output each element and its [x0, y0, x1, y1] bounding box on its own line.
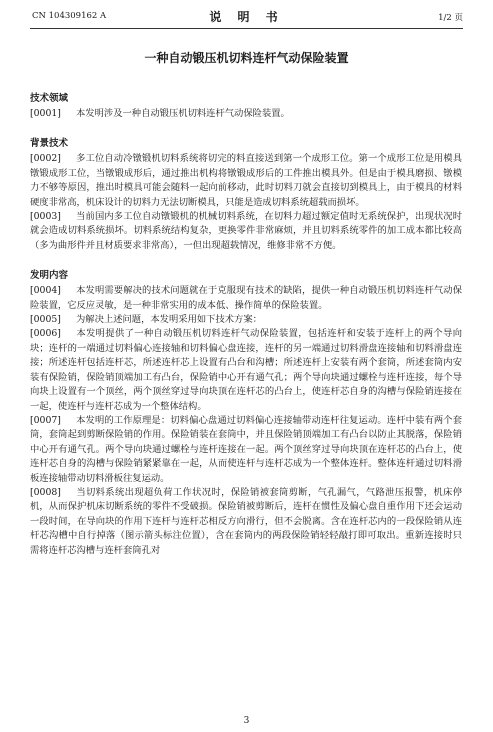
paragraph-text: 当前国内多工位自动镦锻机的机械切料系统，在切料力超过额定值时无系统保护，出现状况时就会造成切料系统损坏。切料系统结构复杂，更换零件非常麻烦，并且切料系统零件的加工成本都比较高（多为曲形件并且材质要求非常高），一但出现超载情况，维修非常不方便。 [30, 211, 462, 251]
header-divider [30, 28, 463, 29]
patent-number: CN 104309162 A [32, 11, 107, 21]
paragraph-number: [0005] [30, 314, 61, 326]
paragraph-number: [0007] [30, 414, 61, 426]
paragraph-text: 本发明提供了一种自动锻压机切料连杆气动保险装置，包括连杆和安装于连杆上的两个导向块；连杆的一端通过切料偏心连接轴和切料偏心盘连接，连杆的另一端通过切料滑盘连接轴和切料滑盘连接；所述连杆包括连杆芯，所述连杆芯上设置有凸台和沟槽；所述连杆上安装有两个套筒，所述套筒内安装有保险销，保险销顶端加工有凸台，保险销中心开有通气孔；两个导向块通过螺栓与连杆连接，每个导向块上设置有一个顶丝，两个顶丝穿过导向块顶在连杆芯的凸台上，使连杆芯自身的沟槽与保险销连接在一起，使连杆与连杆芯成为一个整体结构。 [30, 328, 462, 412]
paragraph [30, 486, 462, 558]
section-heading-tech-field: 技术领域 [30, 93, 69, 104]
paragraph [30, 414, 462, 486]
paragraph-number: [0001] [30, 108, 61, 119]
paragraph [30, 313, 462, 327]
paragraph-text: 本发明需要解决的技术问题就在于克服现有技术的缺陷，提供一种自动锻压机切料连杆气动保险装置，它反应灵敏，是一种非常实用的成本低、操作简单的保险装置。 [30, 285, 462, 311]
section-heading-background: 背景技术 [30, 138, 69, 150]
paragraph-text: 多工位自动冷镦锻机切料系统将切完的料直接送到第一个成形工位。第一个成形工位是用模具镦锻成形工位，当镦锻成形后，通过推出机构将镦锻成形后的工件推出模具外。但是由于模具磨损、镦模力不够等原因，推出时模具可能会随料一起向前移动，此时切料刀就会直接切到模具上，由于模具的材料硬度非常高，机床设计的切料力无法切断模具，只能是造成切料系统超载而损坏。 [30, 153, 462, 208]
page-info: 1/2 页 [438, 13, 463, 23]
paragraph-number: [0002] [30, 153, 61, 165]
paragraph [30, 152, 462, 210]
document-title: 一种自动锻压机切料连杆气动保险装置 [144, 51, 349, 65]
paragraph-text: 为解决上述问题，本发明采用如下技术方案： [76, 314, 262, 326]
paragraph-number: [0003] [30, 211, 61, 223]
paragraph [30, 327, 462, 413]
paragraph-number: [0004] [30, 285, 61, 297]
document-body [30, 92, 462, 558]
paragraph-text: 本发明的工作原理是：切料偏心盘通过切料偏心连接轴带动连杆往复运动。连杆中装有两个套筒，套筒起到剪断保险销的作用。保险销装在套筒中，并且保险销顶端加工有凸台以防止其脱落，保险销中心开有通气孔。两个导向块通过螺栓与连杆连接在一起。两个顶丝穿过导向块顶在连杆芯的凸台上，使连杆芯自身的沟槽与保险销紧紧靠在一起，从而使连杆与连杆芯成为一个整体连杆。整体连杆通过切料滑板连接轴带动切料滑板往复运动。 [30, 414, 462, 484]
section-heading-summary: 发明内容 [30, 270, 69, 282]
paragraph [30, 284, 462, 313]
page-number: 3 [243, 716, 250, 726]
paragraph [30, 107, 462, 121]
paragraph-number: [0006] [30, 328, 61, 340]
paragraph-number: [0008] [30, 486, 61, 498]
paragraph [30, 210, 462, 253]
paragraph-text: 本发明涉及一种自动锻压机切料连杆气动保险装置。 [76, 108, 290, 119]
paragraph-text: 当切料系统出现超负荷工作状况时，保险销被套筒剪断，气孔漏气，气路泄压报警，机床停机，从而保护机床切断系统的零件不受破损。保险销被剪断后，连杆在惯性及偏心盘自重作用下还会运动一段时间，在导向块的作用下连杆与连杆芯相反方向滑行，但不会脱离。含在连杆芯内的一段保险销从连杆芯沟槽中自行掉落（图示箭头标注位置），含在套筒内的两段保险销轻轻敲打即可取出。重新连接时只需将连杆芯沟槽与连杆套筒孔对 [30, 486, 462, 556]
document-type: 说 明 书 [209, 10, 284, 24]
